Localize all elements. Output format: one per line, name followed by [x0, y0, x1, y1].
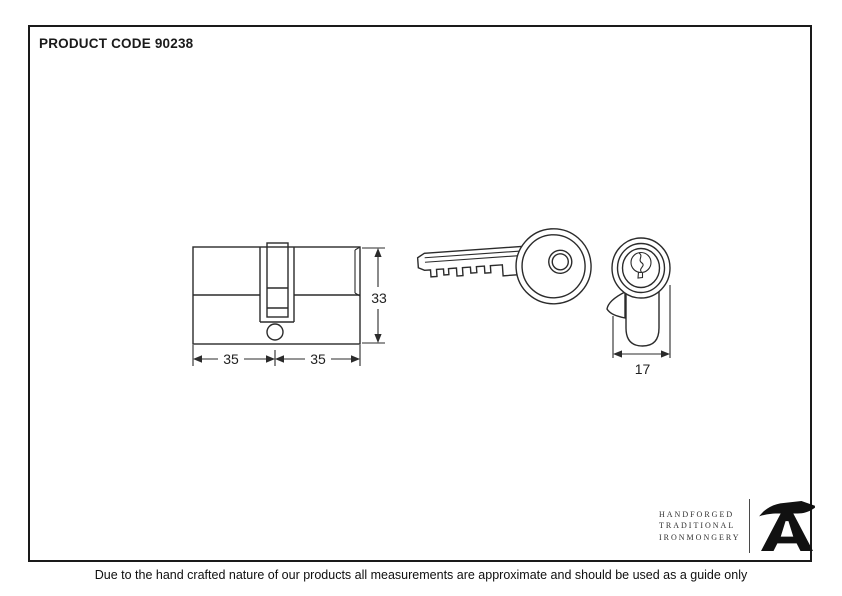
arrowhead-icon — [351, 355, 360, 363]
cylinder-end-view-drawing — [602, 230, 687, 380]
dim-label-right: 35 — [310, 351, 326, 367]
tagline-line-1: HANDFORGED — [659, 509, 735, 519]
cam-channel — [260, 247, 294, 322]
anvil-logo-icon — [758, 500, 816, 552]
dim-label-height: 33 — [371, 290, 387, 306]
dim-label-left: 35 — [223, 351, 239, 367]
cylinder-end-chamfer — [355, 247, 360, 296]
disclaimer-text: Due to the hand crafted nature of our products all measurements are approximate and should be used as a guide only — [94, 568, 748, 582]
arrowhead-icon — [661, 350, 670, 357]
fixing-screw-hole — [267, 324, 283, 340]
key-drawing — [410, 210, 600, 320]
brand-block — [659, 497, 816, 555]
cam-detail-lines — [267, 288, 288, 308]
brand-tagline — [659, 509, 741, 544]
arrowhead-icon — [193, 355, 202, 363]
dimension-extension-lines-bottom — [193, 345, 360, 366]
drawing-border — [28, 25, 812, 562]
cylinder-front-view-drawing — [182, 238, 397, 373]
cam-outline — [267, 243, 288, 317]
dim-label-width: 17 — [634, 361, 651, 377]
arrowhead-icon — [266, 355, 275, 363]
tagline-line-2: TRADITIONAL — [659, 521, 736, 531]
arrowhead-icon — [374, 248, 381, 257]
arrowhead-icon — [374, 334, 381, 343]
tagline-line-3: IRONMONGERY — [659, 532, 741, 542]
arrowhead-icon — [275, 355, 284, 363]
arrowhead-icon — [613, 350, 622, 357]
product-code-label: PRODUCT CODE 90238 — [39, 36, 194, 51]
cam-lobe — [607, 292, 625, 318]
brand-divider — [749, 499, 750, 553]
